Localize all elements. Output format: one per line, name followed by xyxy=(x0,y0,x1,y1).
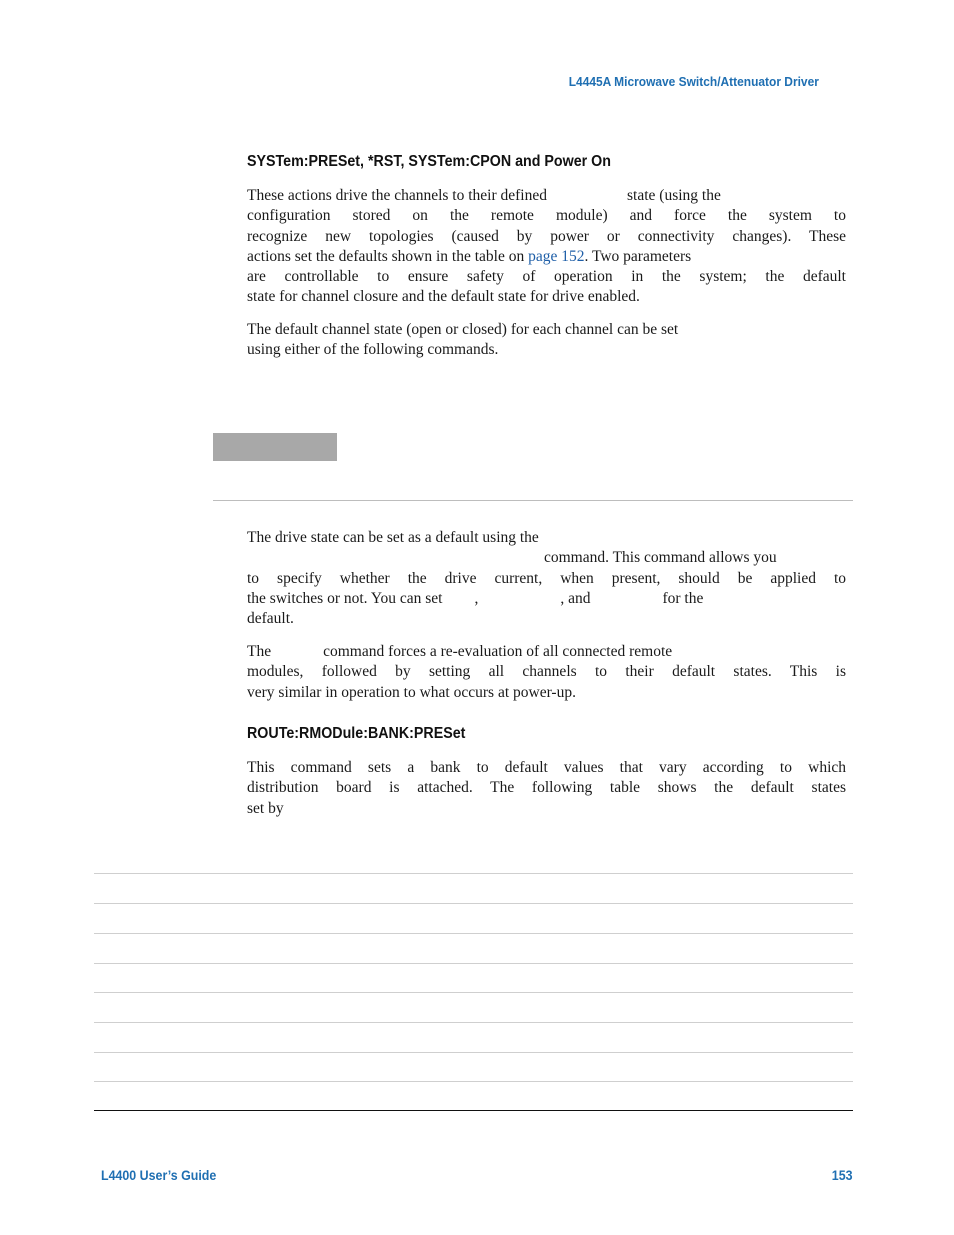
text-line: modules, followed by setting all channels to their default states. This is xyxy=(247,663,846,681)
text-span: . Two parameters xyxy=(584,247,692,265)
text-span: command forces a re-evaluation of all connected remote xyxy=(323,643,673,660)
table-row-divider xyxy=(94,992,853,993)
text-span: for the xyxy=(662,589,704,607)
text-line: very similar in operation to what occurs at power-up. xyxy=(247,683,576,701)
text-line: default. xyxy=(247,610,294,628)
text-line: This command sets a bank to default values that vary according to which xyxy=(247,759,846,776)
table-row-divider xyxy=(94,1052,853,1053)
table-bottom-rule xyxy=(94,1110,853,1111)
text-span: state (using the xyxy=(627,187,721,204)
text-line: configuration stored on the remote module) and force the system to xyxy=(247,207,846,225)
note-divider xyxy=(213,500,853,501)
page-link[interactable]: page 152 xyxy=(528,247,585,265)
table-row-divider xyxy=(94,963,853,964)
table-row-divider xyxy=(94,1022,853,1023)
text-line: recognize new topologies (caused by power or connectivity changes). These xyxy=(247,227,846,245)
table-row-divider xyxy=(94,933,853,934)
text-line: The drive state can be set as a default using the xyxy=(247,529,539,546)
text-line xyxy=(247,186,846,206)
text-line: are controllable to ensure safety of operation in the system; the default xyxy=(247,268,846,286)
text-line: using either of the following commands. xyxy=(247,341,499,359)
text-span: the switches or not. You can set xyxy=(247,589,443,607)
table-row-divider xyxy=(94,1081,853,1082)
paragraph-reevaluation xyxy=(247,642,846,703)
text-span: These actions drive the channels to their defined xyxy=(247,187,547,204)
text-line: set by xyxy=(247,799,284,817)
paragraph-drive-state xyxy=(247,528,846,629)
running-header: L4445A Microwave Switch/Attenuator Driver xyxy=(568,74,819,89)
paragraph-default-channel-state xyxy=(247,320,846,361)
note-label-box xyxy=(213,433,337,461)
table-row-divider xyxy=(94,873,853,874)
text-line xyxy=(247,642,846,662)
text-span: , xyxy=(474,589,479,607)
footer-guide-title: L4400 User’s Guide xyxy=(101,1168,217,1183)
section-heading-system-preset: SYSTem:PRESet, *RST, SYSTem:CPON and Power On xyxy=(247,153,611,170)
text-line: The default channel state (open or closed) for each channel can be set xyxy=(247,321,679,338)
text-line: distribution board is attached. The following table shows the default states xyxy=(247,779,846,797)
text-span: , and xyxy=(560,589,591,607)
table-row-divider xyxy=(94,903,853,904)
footer-page-number: 153 xyxy=(832,1168,853,1183)
text-line: command. This command allows you xyxy=(544,549,777,567)
text-line xyxy=(247,589,846,609)
text-line xyxy=(247,247,846,267)
text-span: The xyxy=(247,643,272,660)
text-line: to specify whether the drive current, when present, should be applied to xyxy=(247,569,846,587)
text-line: state for channel closure and the default state for drive enabled. xyxy=(247,288,640,306)
section-heading-bank-preset: ROUTe:RMODule:BANK:PRESet xyxy=(247,725,466,742)
paragraph-bank-preset xyxy=(247,758,846,819)
text-span: actions set the defaults shown in the table on xyxy=(247,247,525,265)
paragraph-preset-actions xyxy=(247,186,846,308)
